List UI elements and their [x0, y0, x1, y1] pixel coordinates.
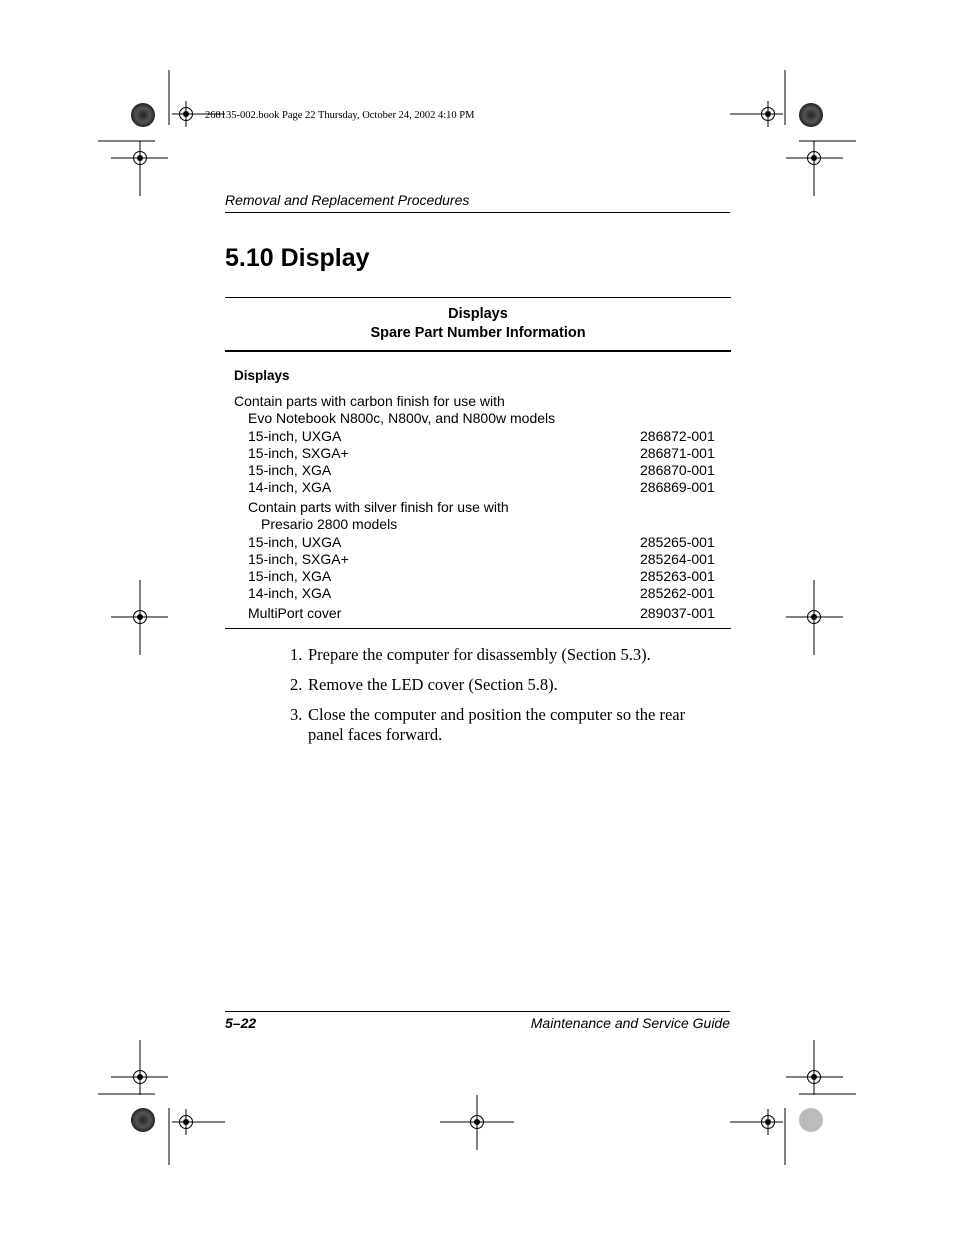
- table-row-desc: 15-inch, UXGA: [248, 428, 342, 444]
- footer-rule: [225, 1011, 730, 1012]
- step-text: Remove the LED cover (Section 5.8).: [308, 675, 558, 694]
- table-row-desc: 15-inch, UXGA: [248, 534, 342, 550]
- step-text: Close the computer and position the computer so the rear panel faces forward.: [308, 705, 686, 744]
- table-row-desc: 15-inch, SXGA+: [248, 551, 349, 567]
- step-number: 2.: [290, 675, 303, 694]
- step-number: 1.: [290, 645, 303, 664]
- book-slug-line: 268135-002.book Page 22 Thursday, October 24, 2002 4:10 PM: [205, 110, 475, 121]
- table-category: Displays: [234, 368, 290, 383]
- table-row-desc: 15-inch, SXGA+: [248, 445, 349, 461]
- guide-title: Maintenance and Service Guide: [530, 1015, 730, 1031]
- table-caption-rule: [225, 350, 731, 352]
- group-intro: Contain parts with silver finish for use with: [248, 499, 509, 515]
- table-caption-subtitle: Spare Part Number Information: [370, 325, 586, 341]
- table-row-desc: 14-inch, XGA: [248, 479, 332, 495]
- step-text: Prepare the computer for disassembly (Section 5.3).: [308, 645, 651, 664]
- step-2: [290, 675, 710, 695]
- page-number: 5–22: [225, 1015, 257, 1031]
- section-heading: 5.10 Display: [225, 244, 370, 272]
- table-row-desc: 15-inch, XGA: [248, 568, 332, 584]
- table-row-part-number: 286872-001: [640, 428, 715, 444]
- group-intro-models: Evo Notebook N800c, N800v, and N800w models: [248, 410, 556, 426]
- header-rule: [225, 212, 730, 213]
- table-bottom-rule: [225, 628, 731, 629]
- table-row-part-number: 285262-001: [640, 585, 715, 601]
- table-row-part-number: 285265-001: [640, 534, 715, 550]
- table-row-part-number: 286870-001: [640, 462, 715, 478]
- table-row-part-number: 286869-001: [640, 479, 715, 495]
- table-row-desc: MultiPort cover: [248, 605, 342, 621]
- table-caption-title: Displays: [448, 306, 508, 322]
- running-header: Removal and Replacement Procedures: [225, 192, 470, 208]
- step-3: [290, 705, 710, 745]
- step-number: 3.: [290, 705, 303, 724]
- group-intro-models: Presario 2800 models: [261, 516, 398, 532]
- table-row-desc: 14-inch, XGA: [248, 585, 332, 601]
- table-row-part-number: 286871-001: [640, 445, 715, 461]
- table-row-part-number: 285264-001: [640, 551, 715, 567]
- table-top-rule: [225, 297, 731, 298]
- step-1: [290, 645, 710, 665]
- table-row-part-number: 289037-001: [640, 605, 715, 621]
- table-row-part-number: 285263-001: [640, 568, 715, 584]
- group-intro: Contain parts with carbon finish for use with: [234, 393, 505, 409]
- table-row-desc: 15-inch, XGA: [248, 462, 332, 478]
